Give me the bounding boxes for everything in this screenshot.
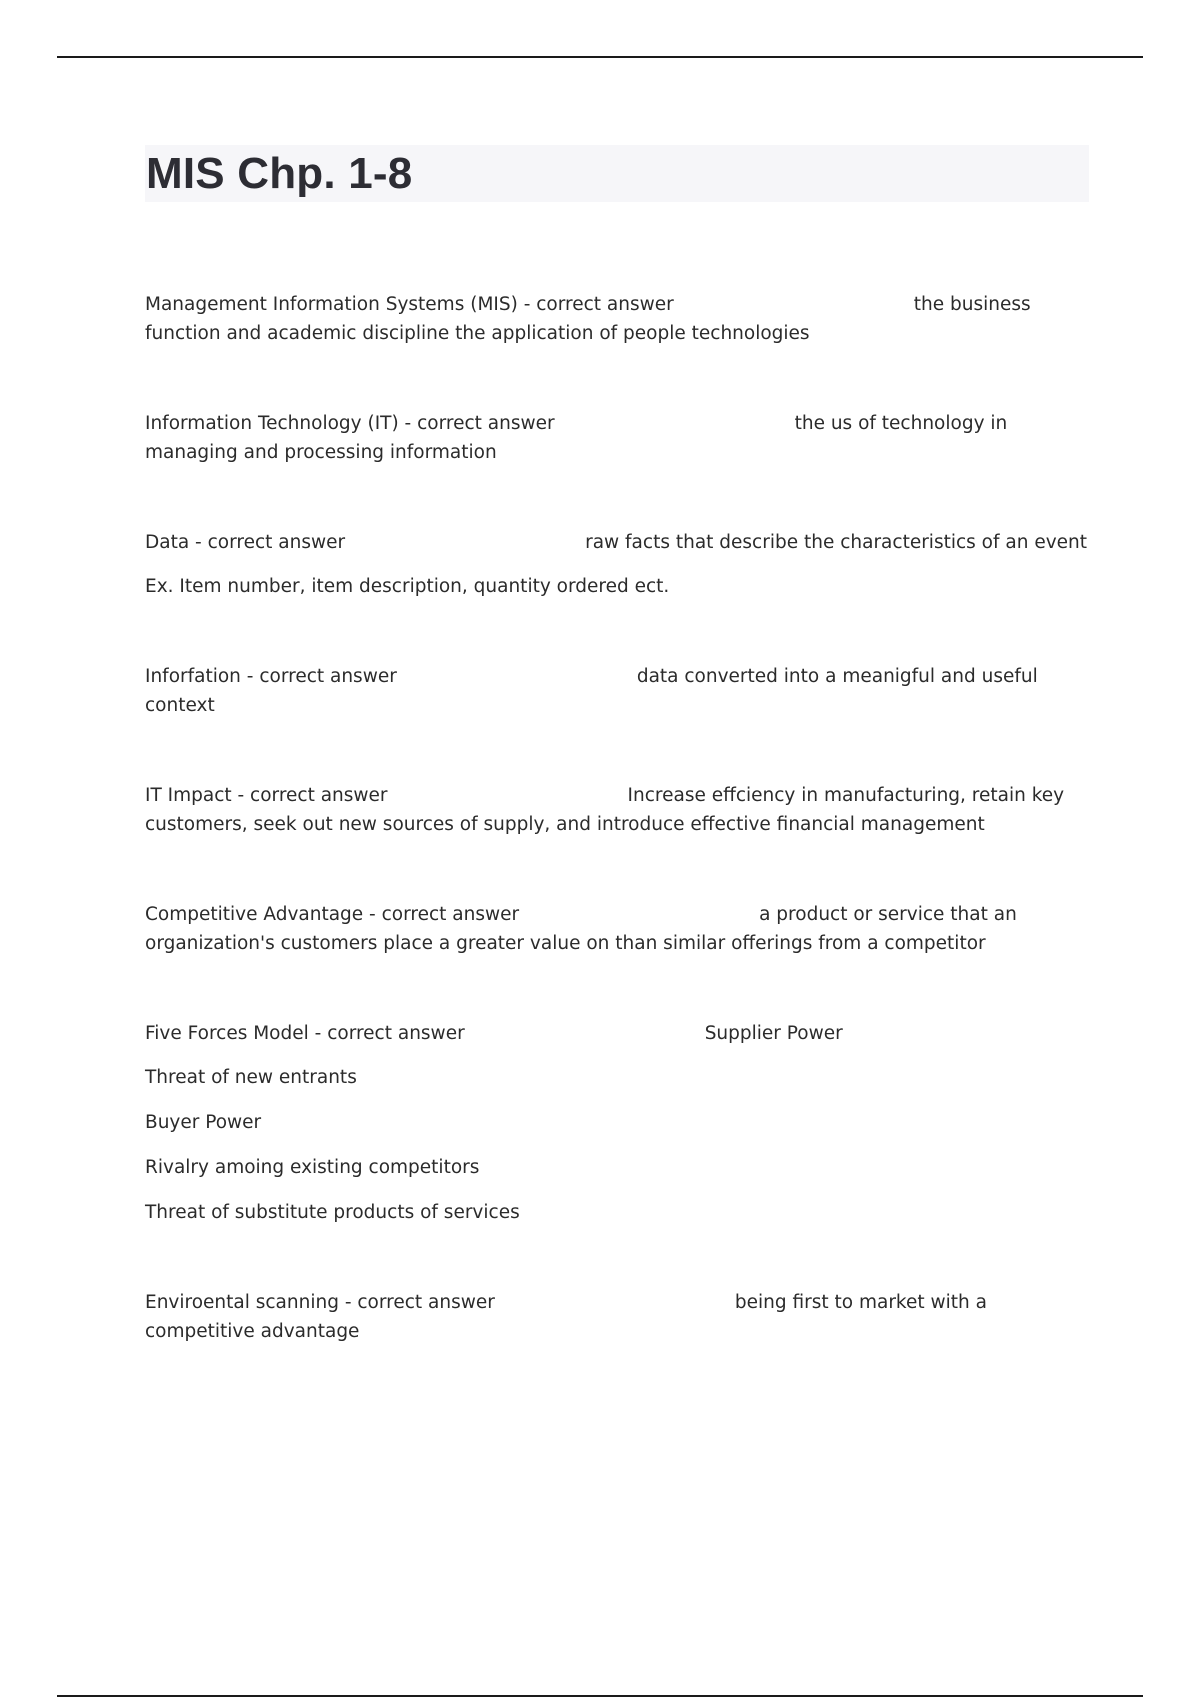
flashcard-definition: Supplier Power — [704, 1023, 843, 1044]
flashcard-term: Data - correct answer — [145, 532, 346, 553]
flashcard-list — [145, 290, 1090, 1407]
flashcard-entry — [145, 900, 1090, 958]
flashcard-term: Inforfation - correct answer — [145, 666, 397, 687]
flashcard-entry — [145, 290, 1090, 348]
top-rule — [57, 56, 1143, 58]
flashcard-entry — [145, 1288, 1090, 1346]
flashcard-extra-lines — [145, 572, 1090, 601]
flashcard-extra-line: Buyer Power — [145, 1112, 262, 1133]
flashcard-entry — [145, 528, 1090, 601]
flashcard-entry — [145, 1019, 1090, 1227]
flashcard-definition: the us of technology in managing and processing information — [145, 413, 1008, 463]
flashcard-definition: raw facts that describe the characteristics of an event — [585, 532, 1088, 553]
flashcard-term: Competitive Advantage - correct answer — [145, 904, 520, 925]
bottom-rule — [57, 1695, 1143, 1697]
flashcard-term: Enviroental scanning - correct answer — [145, 1292, 495, 1313]
flashcard-term: Five Forces Model - correct answer — [145, 1023, 465, 1044]
flashcard-entry — [145, 781, 1090, 839]
document-title: MIS Chp. 1-8 — [146, 149, 413, 198]
flashcard-extra-lines — [145, 1063, 1090, 1227]
flashcard-extra-line: Threat of substitute products of services — [145, 1202, 520, 1223]
flashcard-extra-line: Rivalry amoing existing competitors — [145, 1157, 480, 1178]
flashcard-definition: the business function and academic discipline the application of people technologies — [145, 294, 1031, 344]
flashcard-definition: Increase effciency in manufacturing, retain key customers, seek out new sources of supply, and introduce effective financial management — [145, 785, 1065, 835]
flashcard-term: IT Impact - correct answer — [145, 785, 388, 806]
flashcard-definition: a product or service that an organization's customers place a greater value on than similar offerings from a competitor — [145, 904, 1017, 954]
flashcard-extra-line: Ex. Item number, item description, quantity ordered ect. — [145, 576, 670, 597]
flashcard-entry — [145, 662, 1090, 720]
flashcard-term: Information Technology (IT) - correct answer — [145, 413, 555, 434]
flashcard-definition: being first to market with a competitive advantage — [145, 1292, 987, 1342]
flashcard-definition: data converted into a meanigful and useful context — [145, 666, 1038, 716]
flashcard-entry — [145, 409, 1090, 467]
flashcard-extra-line: Threat of new entrants — [145, 1067, 357, 1088]
flashcard-term: Management Information Systems (MIS) - correct answer — [145, 294, 674, 315]
